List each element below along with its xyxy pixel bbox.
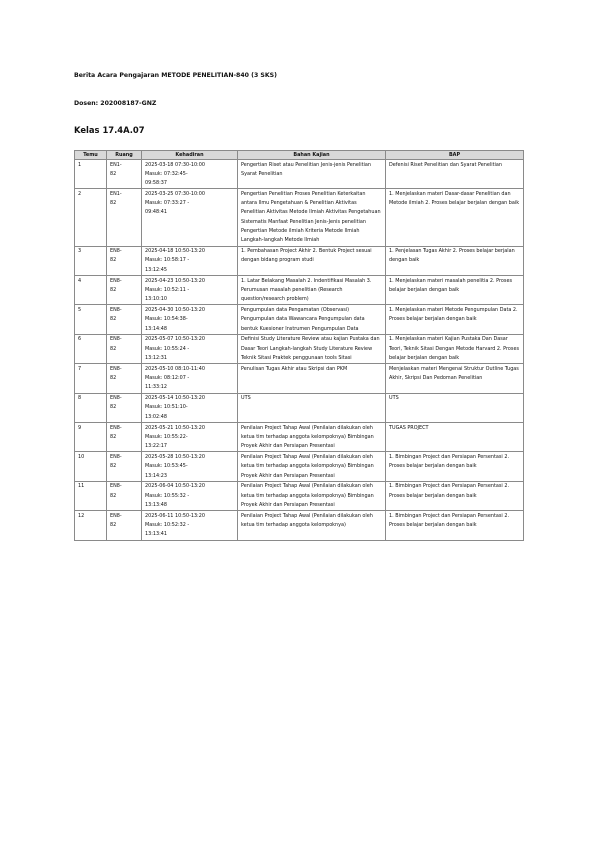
cell-bahan-kajian: Definisi Study Literature Review atau kajian Pustaka dan Dasar Teori Langkah-langkah Study Literature Review Teknik Sitasi Praktek penggunaan tools Sitasi <box>238 334 386 363</box>
cell-kehadiran: 2025-03-25 07:30-10:00 Masuk: 07:33:27 - 09:48:41 <box>142 189 238 246</box>
cell-bap: 1. Menjelaskan materi Kajian Pustaka Dan Dasar Teori, Teknik Sitasi Dengan Metode Harvard 2. Proses belajar berjalan dengan baik <box>386 334 524 363</box>
cell-kehadiran: 2025-05-21 10:50-13:20 Masuk: 10:55:22- 13:22:17 <box>142 423 238 452</box>
cell-bahan-kajian: 1. Pembahasan Project Akhir 2. Bentuk Project sesuai dengan bidang program studi <box>238 246 386 275</box>
cell-ruang: EN8- 82 <box>107 511 142 540</box>
cell-kehadiran: 2025-04-30 10:50-13:20 Masuk: 10:54:38- 13:14:48 <box>142 305 238 334</box>
cell-kehadiran: 2025-05-10 08:10-11:40 Masuk: 08:12:07 - 11:33:12 <box>142 364 238 393</box>
cell-bap: 1. Penjelasan Tugas Akhir 2. Proses belajar berjalan dengan baik <box>386 246 524 275</box>
table-header-row <box>75 151 524 160</box>
col-header-kehadiran: Kehadiran <box>142 151 238 160</box>
attendance-table <box>74 150 524 541</box>
table-row <box>75 305 524 334</box>
cell-temu: 6 <box>75 334 107 363</box>
cell-kehadiran: 2025-05-14 10:50-13:20 Masuk: 10:51:10- 13:02:48 <box>142 393 238 422</box>
table-body <box>75 160 524 541</box>
table-row <box>75 160 524 189</box>
table-row <box>75 452 524 481</box>
cell-bap: TUGAS PROJECT <box>386 423 524 452</box>
cell-bahan-kajian: Pengumpulan data Pengamatan (Observasi) Pengumpulan data Wawancara Pengumpulan data bentuk Kuesioner Instrumen Pengumpulan Data <box>238 305 386 334</box>
cell-temu: 10 <box>75 452 107 481</box>
table-row <box>75 481 524 510</box>
cell-bahan-kajian: Penilaian Project Tahap Awal (Penilaian dilakukan oleh ketua tim terhadap anggota kelompoknya) Bimbingan Proyek Akhir dan Persiapan Presentasi <box>238 481 386 510</box>
cell-ruang: EN8- 82 <box>107 423 142 452</box>
table-row <box>75 364 524 393</box>
table-row <box>75 511 524 540</box>
cell-bahan-kajian: Penulisan Tugas Akhir atau Skripsi dan PKM <box>238 364 386 393</box>
cell-ruang: EN8- 82 <box>107 246 142 275</box>
cell-bap: 1. Menjelaskan materi masalah penelitia 2. Proses belajar berjalan dengan baik <box>386 276 524 305</box>
cell-temu: 9 <box>75 423 107 452</box>
cell-bahan-kajian: Pengertian Riset atau Penelitian Jenis-jenis Penelitian Syarat Penelitian <box>238 160 386 189</box>
cell-ruang: EN8- 82 <box>107 364 142 393</box>
cell-bahan-kajian: Penilaian Project Tahap Awal (Penilaian dilakukan oleh ketua tim terhadap anggota kelompoknya) <box>238 511 386 540</box>
table-row <box>75 189 524 246</box>
col-header-ruang: Ruang <box>107 151 142 160</box>
col-header-bap: BAP <box>386 151 524 160</box>
cell-ruang: EN8- 82 <box>107 452 142 481</box>
cell-kehadiran: 2025-06-11 10:50-13:20 Masuk: 10:52:32 - 13:13:41 <box>142 511 238 540</box>
cell-bahan-kajian: Penilaian Project Tahap Awal (Penilaian dilakukan oleh ketua tim terhadap anggota kelompoknya) Bimbingan Proyek Akhir dan Persiapan Presentasi <box>238 452 386 481</box>
cell-ruang: EN8- 82 <box>107 334 142 363</box>
cell-bap: 1. Bimbingan Project dan Persiapan Persentasi 2. Proses belajar berjalan dengan baik <box>386 481 524 510</box>
cell-temu: 3 <box>75 246 107 275</box>
cell-ruang: EN8- 82 <box>107 481 142 510</box>
table-row <box>75 276 524 305</box>
cell-bap: 1. Menjelaskan materi Dasar-dasar Penelitian dan Metode ilmiah 2. Proses belajar berjalan dengan baik <box>386 189 524 246</box>
cell-bap: 1. Bimbingan Project dan Persiapan Persentasi 2. Proses belajar berjalan dengan baik <box>386 511 524 540</box>
cell-temu: 12 <box>75 511 107 540</box>
col-header-bahan-kajian: Bahan Kajian <box>238 151 386 160</box>
table-row <box>75 423 524 452</box>
cell-kehadiran: 2025-05-28 10:50-13:20 Masuk: 10:53:45- 13:14:23 <box>142 452 238 481</box>
class-heading: Kelas 17.4A.07 <box>74 125 145 135</box>
cell-temu: 7 <box>75 364 107 393</box>
cell-bap: 1. Menjelaskan materi Metode Pengumpulan Data 2. Proses belajar berjalan dengan baik <box>386 305 524 334</box>
cell-bap: Defenisi Riset Penelitian dan Syarat Penelitian <box>386 160 524 189</box>
table-row <box>75 334 524 363</box>
cell-ruang: EN8- 82 <box>107 305 142 334</box>
cell-temu: 11 <box>75 481 107 510</box>
cell-bahan-kajian: 1. Latar Belakang Masalah 2. Indentifikasi Masalah 3. Perumusan masalah penelitian (Research question/research problem) <box>238 276 386 305</box>
table-row <box>75 393 524 422</box>
cell-kehadiran: 2025-04-23 10:50-13:20 Masuk: 10:52:11 - 13:10:10 <box>142 276 238 305</box>
cell-bahan-kajian: Pengertian Penelitian Proses Penelitian Keterkaitan antara Ilmu Pengetahuan & Penelitian Aktivitas Penelitian Aktivitas Metode Ilmiah Aktivitas Pengetahuan Sistematis Manfaat Penelitian Jenis-Jenis penelitian Pengertian Metode ilmiah Kriteria Metode Ilmiah Langkah-langkah Metode Ilmiah <box>238 189 386 246</box>
cell-bap: Menjelaskan materi Mengenai Struktur Outline Tugas Akhir, Skripsi Dan Pedoman Penelitian <box>386 364 524 393</box>
document-title: Berita Acara Pengajaran METODE PENELITIAN-840 (3 SKS) <box>74 72 277 79</box>
cell-kehadiran: 2025-04-18 10:50-13:20 Masuk: 10:58:17 - 13:12:45 <box>142 246 238 275</box>
cell-kehadiran: 2025-06-04 10:50-13:20 Masuk: 10:55:32 - 13:13:48 <box>142 481 238 510</box>
cell-ruang: EN1- 82 <box>107 160 142 189</box>
cell-bap: UTS <box>386 393 524 422</box>
cell-kehadiran: 2025-03-18 07:30-10:00 Masuk: 07:32:45- 09:58:37 <box>142 160 238 189</box>
table-row <box>75 246 524 275</box>
lecturer-line: Dosen: 202008187-GNZ <box>74 100 157 107</box>
cell-temu: 1 <box>75 160 107 189</box>
cell-ruang: EN1- 82 <box>107 189 142 246</box>
cell-bap: 1. Bimbingan Project dan Persiapan Persentasi 2. Proses belajar berjalan dengan baik <box>386 452 524 481</box>
cell-temu: 2 <box>75 189 107 246</box>
cell-bahan-kajian: Penilaian Project Tahap Awal (Penilaian dilakukan oleh ketua tim terhadap anggota kelompoknya) Bimbingan Proyek Akhir dan Persiapan Presentasi <box>238 423 386 452</box>
cell-ruang: EN8- 82 <box>107 276 142 305</box>
cell-bahan-kajian: UTS <box>238 393 386 422</box>
cell-temu: 5 <box>75 305 107 334</box>
col-header-temu: Temu <box>75 151 107 160</box>
cell-temu: 8 <box>75 393 107 422</box>
cell-temu: 4 <box>75 276 107 305</box>
cell-kehadiran: 2025-05-07 10:50-13:20 Masuk: 10:55:24 - 13:12:31 <box>142 334 238 363</box>
cell-ruang: EN8- 82 <box>107 393 142 422</box>
